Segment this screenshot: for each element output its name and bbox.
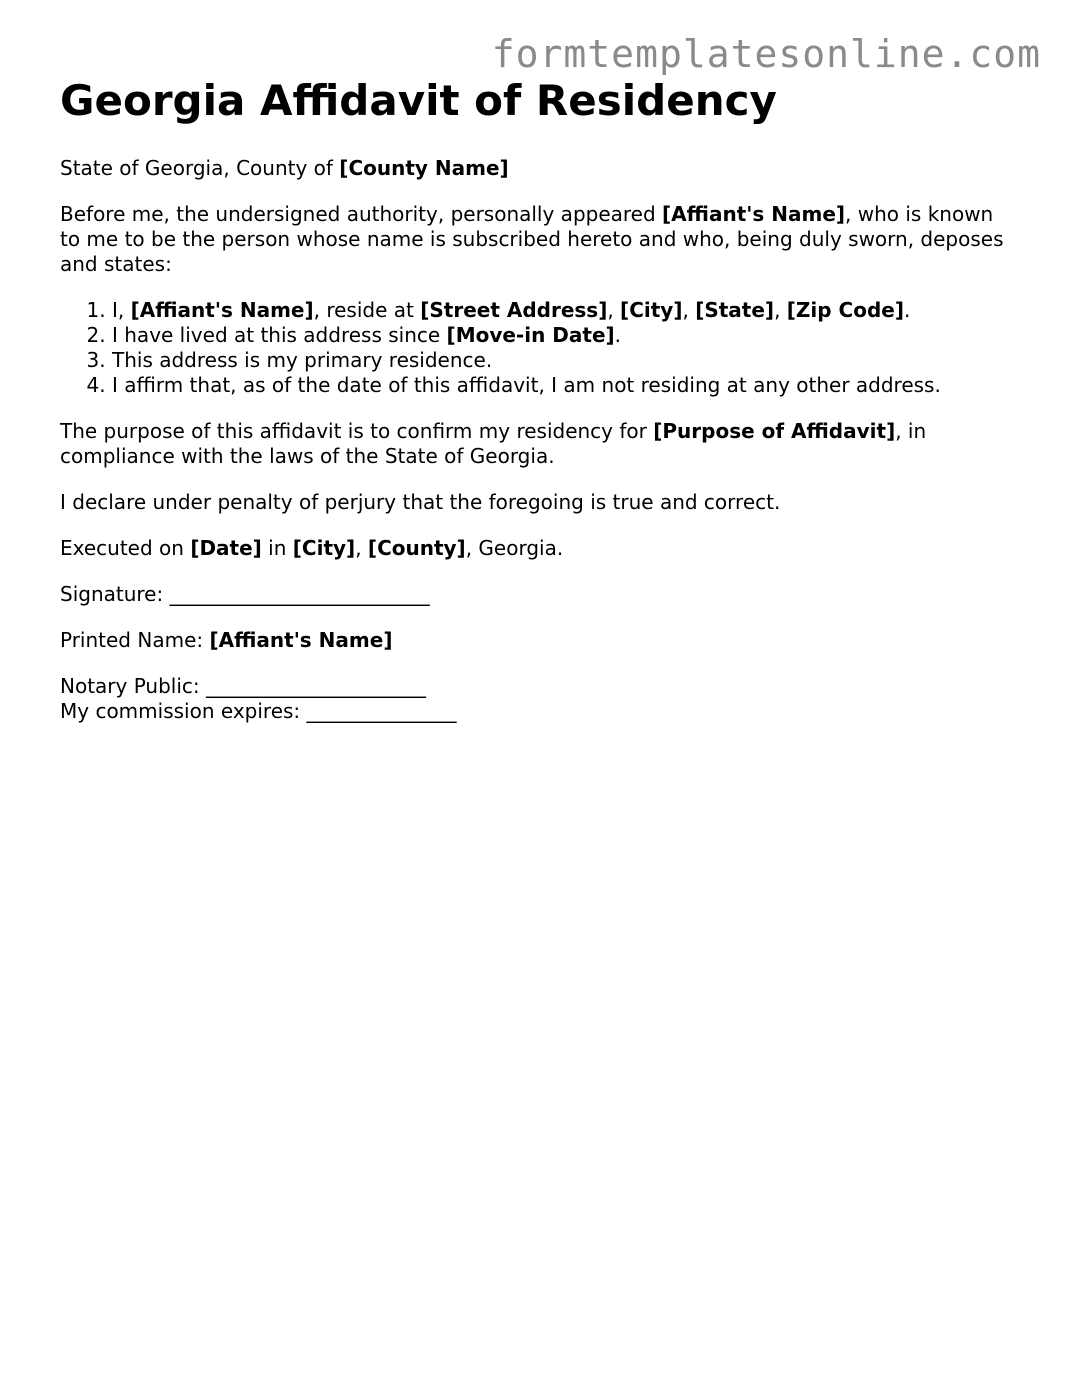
statement-text: I have lived at this address since (112, 323, 447, 347)
notary-block (60, 674, 1010, 724)
intro-text-2: , who is known to me to be the person whose name is subscribed hereto and who, being duly sworn, deposes and states: (60, 202, 1004, 276)
statement-item-1 (112, 298, 1010, 323)
executed-line (60, 536, 1010, 561)
statement-item-4: 4. I affirm that, as of the date of this affidavit, I am not residing at any other address. (112, 373, 1010, 398)
executed-end: , Georgia. (465, 536, 564, 560)
intro-text-1: Before me, the undersigned authority, personally appeared (60, 202, 663, 226)
statement-end: . (904, 298, 911, 322)
signature-blank[interactable]: __________________________ (169, 582, 430, 606)
statement-text: , reside at (313, 298, 421, 322)
statement-end: . (614, 323, 622, 347)
zip-code-field: [Zip Code] (786, 298, 904, 322)
venue-prefix: State of Georgia, County of (60, 156, 340, 180)
separator: , (607, 298, 621, 322)
document-title: Georgia Affidavit of Residency (60, 76, 777, 125)
county-name-field: [County Name] (339, 156, 509, 180)
signature-label: Signature: (60, 582, 170, 606)
commission-expires-label: My commission expires: (60, 699, 307, 723)
commission-expires-blank[interactable]: _______________ (306, 699, 457, 723)
affiant-name-field: [Affiant's Name] (662, 202, 846, 226)
statement-item-2 (112, 323, 1010, 348)
commission-expires-line (60, 699, 1010, 724)
separator: , (774, 298, 787, 322)
purpose-field: [Purpose of Affidavit] (653, 419, 896, 443)
purpose-text-1: The purpose of this affidavit is to confirm my residency for (60, 419, 654, 443)
venue-line (60, 156, 1010, 181)
city-field: [City] (292, 536, 356, 560)
affidavit-document (60, 72, 1010, 745)
declaration-paragraph: I declare under penalty of perjury that the foregoing is true and correct. (60, 490, 781, 514)
separator: , (355, 536, 368, 560)
printed-name-label: Printed Name: (60, 628, 210, 652)
purpose-paragraph (60, 419, 1010, 469)
signature-line (60, 582, 1010, 607)
executed-text: Executed on (60, 536, 191, 560)
statements-list (60, 298, 1010, 398)
state-field: [State] (695, 298, 775, 322)
notary-public-line (60, 674, 1010, 699)
statement-item-3: 3. This address is my primary residence. (112, 348, 1010, 373)
printed-name-field: [Affiant's Name] (209, 628, 393, 652)
date-field: [Date] (190, 536, 262, 560)
city-field: [City] (620, 298, 683, 322)
notary-public-label: Notary Public: (60, 674, 206, 698)
purpose-text-2: , in compliance with the laws of the State of Georgia. (60, 419, 927, 468)
street-address-field: [Street Address] (420, 298, 608, 322)
county-field: [County] (367, 536, 466, 560)
watermark: formtemplatesonline.com (491, 32, 1041, 76)
separator: , (682, 298, 696, 322)
statement-text: I, (112, 298, 131, 322)
notary-public-blank[interactable]: ______________________ (206, 674, 426, 698)
affiant-name-field: [Affiant's Name] (130, 298, 314, 322)
executed-text: in (261, 536, 293, 560)
printed-name-line (60, 628, 1010, 653)
move-in-date-field: [Move-in Date] (446, 323, 615, 347)
intro-paragraph (60, 202, 1010, 277)
